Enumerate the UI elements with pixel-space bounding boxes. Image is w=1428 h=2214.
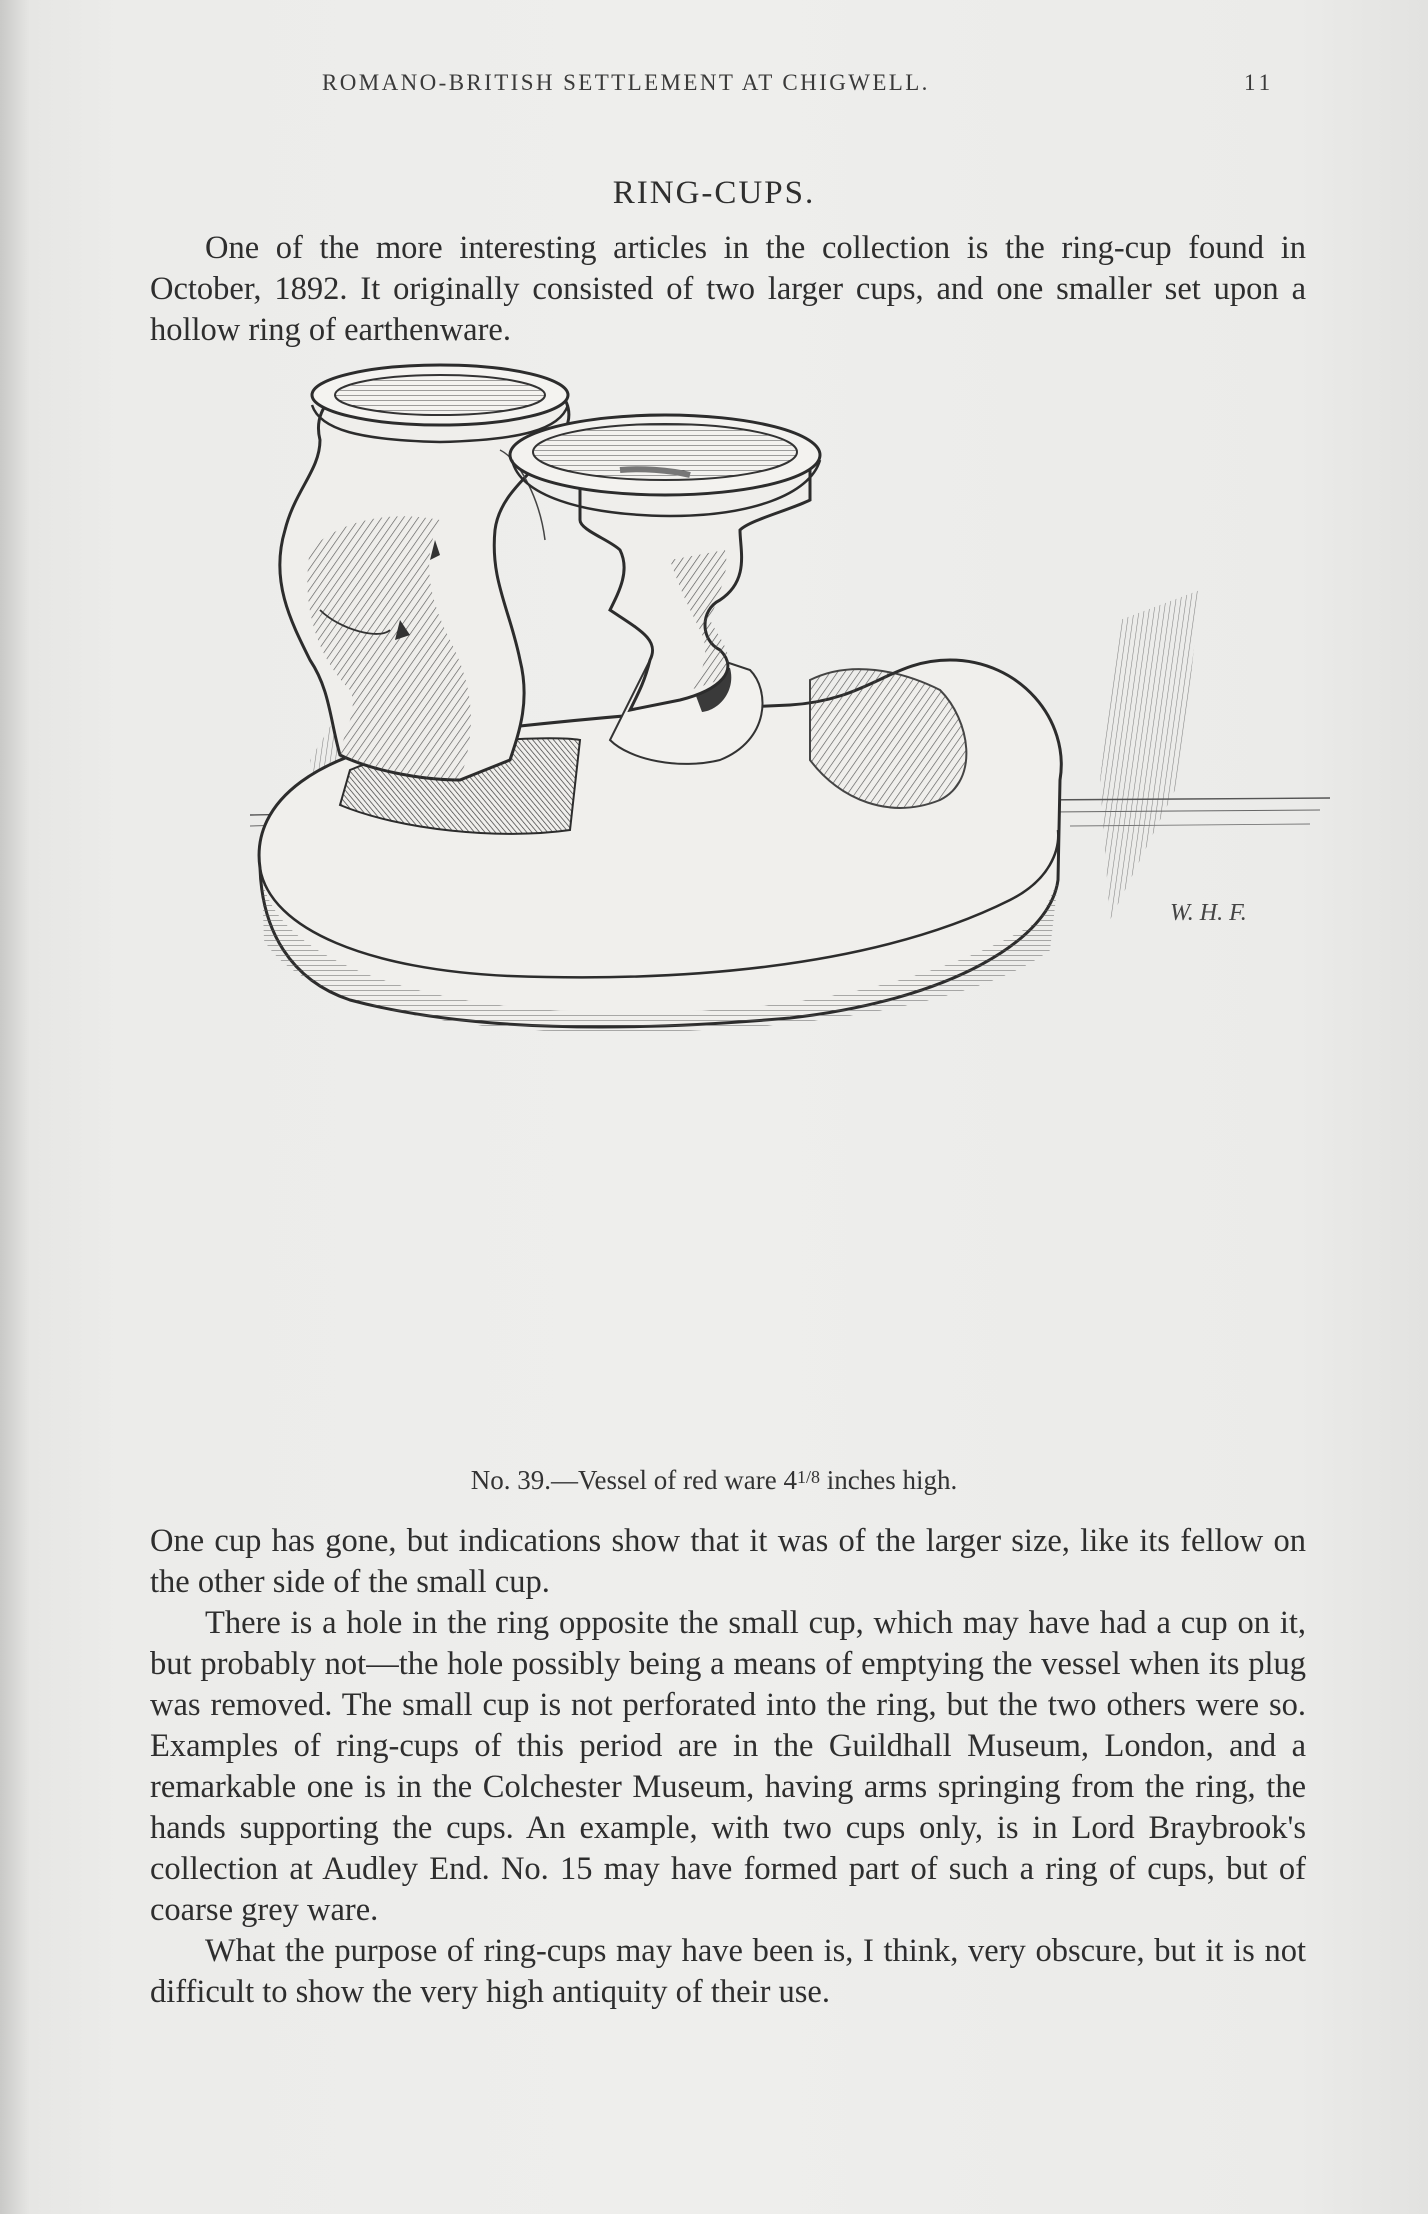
section-title: RING-CUPS. xyxy=(612,175,816,211)
figure-caption xyxy=(0,1465,1428,1496)
caption-fraction: 1/8 xyxy=(796,1467,820,1487)
page-number: 11 xyxy=(1244,70,1275,95)
intro-paragraph-block xyxy=(150,228,1306,351)
caption-suffix: inches high. xyxy=(819,1465,958,1495)
intro-paragraph: One of the more interesting articles in the collection is the ring-cup found in October, 1892. It originally consisted of two larger cups, and one smaller set upon a hollow ring of earthenware. xyxy=(150,230,1306,348)
paragraph-1: One cup has gone, but indications show that it was of the larger size, like its fellow on the other side of the small cup. xyxy=(150,1523,1306,1600)
running-head: ROMANO-BRITISH SETTLEMENT AT CHIGWELL. xyxy=(322,70,930,95)
small-cup xyxy=(510,415,820,710)
ring-cup-illustration xyxy=(250,360,1340,1460)
large-cup xyxy=(280,365,569,780)
artist-initials: W. H. F. xyxy=(1170,900,1247,926)
caption-prefix: No. 39.—Vessel of red ware 4 xyxy=(470,1465,797,1495)
body-paragraphs xyxy=(150,1521,1306,2013)
paragraph-3: What the purpose of ring-cups may have been is, I think, very obscure, but it is not difficult to show the very high antiquity of their use. xyxy=(150,1933,1306,2010)
paragraph-2: There is a hole in the ring opposite the small cup, which may have had a cup on it, but probably not—the hole possibly being a means of emptying the vessel when its plug was removed. The small cup is not perforated into the ring, but the two others were so. Examples of ring-cups of this period are in the Guildhall Museum, London, and a remarkable one is in the Colchester Museum, having arms springing from the ring, the hands supporting the cups. An example, with two cups only, is in Lord Braybrook's collection at Audley End. No. 15 may have formed part of such a ring of cups, but of coarse grey ware. xyxy=(150,1605,1306,1928)
